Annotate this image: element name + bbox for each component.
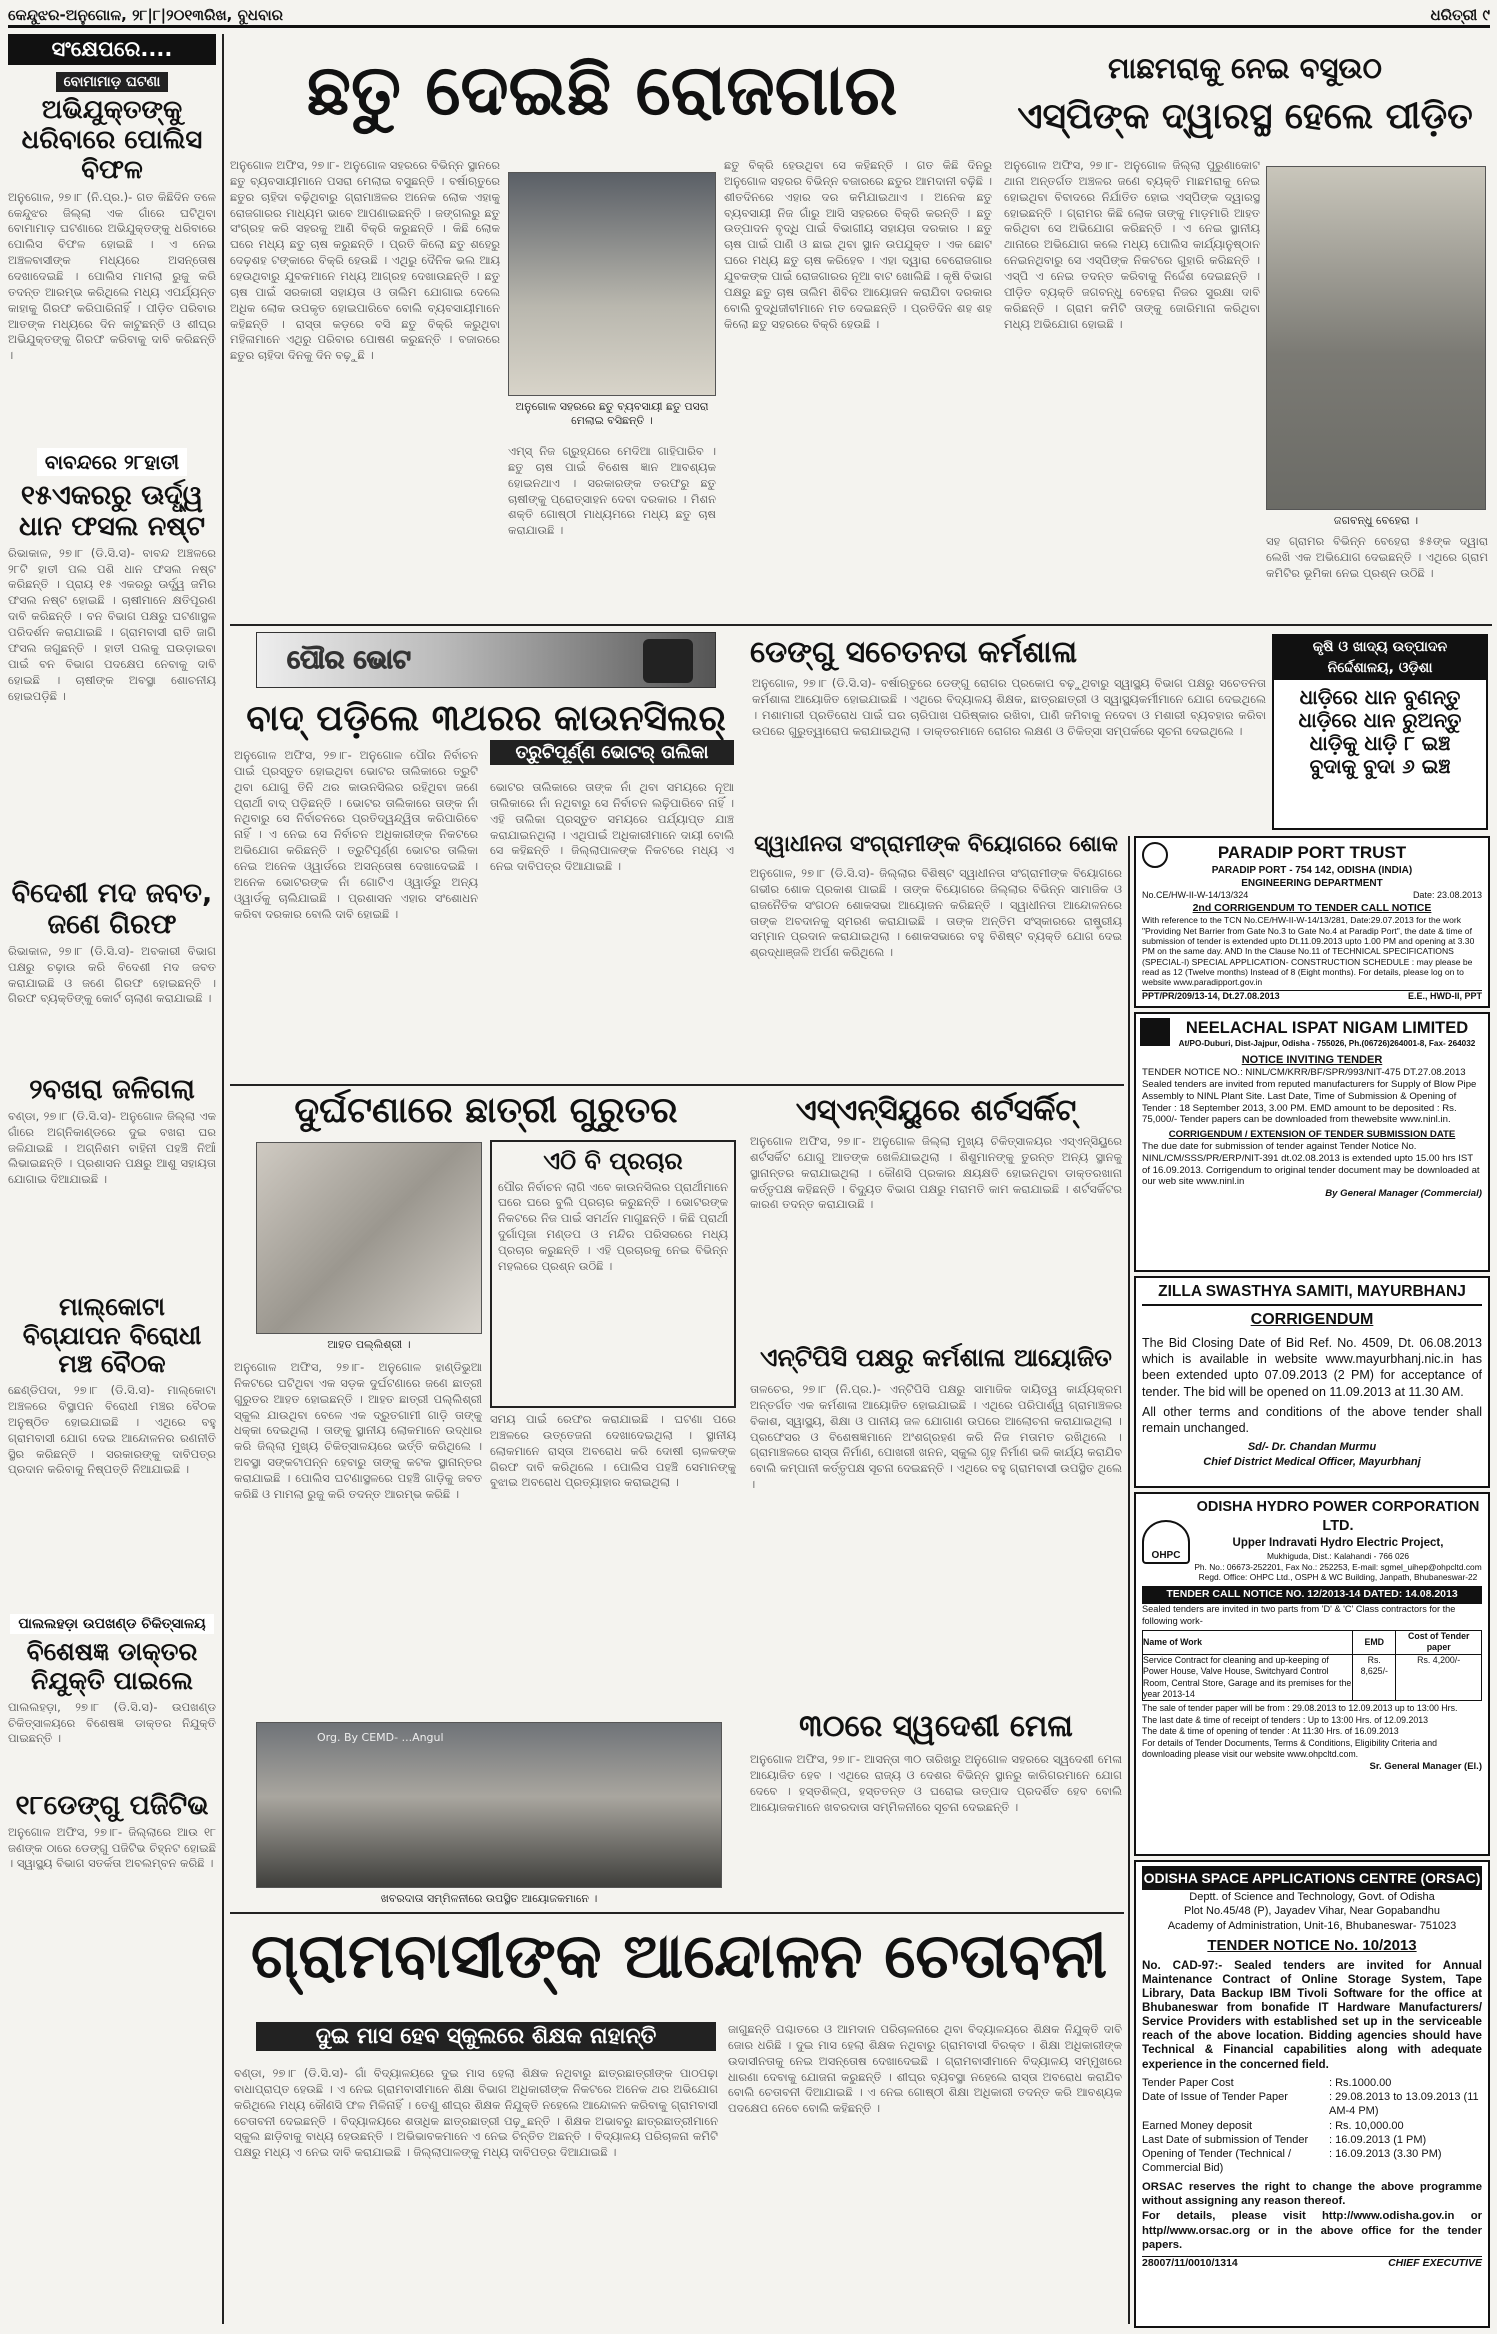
paradip-ref: No.CE/HW-II-W-14/13/324 — [1142, 890, 1249, 901]
accident-text-col2: ସମୟ ପାଇଁ ରେଫର କରାଯାଇଛି । ଘଟଣା ପରେ ଅଞ୍ଚଳରେ ଉତ୍ତେଜନା ଦେଖାଦେଇଥିଲା । ସ୍ଥାନୀୟ ଲୋକମାନେ ରାସ୍ତା ଅବରୋଧ କରି ଦୋଷୀ ଚାଳକଙ୍କ ଗିରଫ ଦାବି କରିଥିଲେ । ପୋଲିସ ପହଞ୍ଚି ସେମାନଙ୍କୁ ବୁଝାଇ ଅବରୋଧ ପ୍ରତ୍ୟାହାର କରାଇଥିଲା । — [490, 1412, 736, 1490]
kicker-hospital: ପାଲଲହଡ଼ା ଉପଖଣ୍ଡ ଚିକିତ୍ସାଳୟ — [10, 1614, 213, 1634]
lead-text-col1: ଅନୁଗୋଳ ଅଫିସ, ୨୭।୮- ଅନୁଗୋଳ ସହରରେ ବିଭିନ୍ନ ସ୍ଥାନରେ ଛତୁ ବ୍ୟବସାୟୀମାନେ ପସରା ମେଲାଇ ବସୁଛନ୍ତି । ବର୍ଷାଋତୁରେ ଛତୁର ଚାହିଦା ବଢ଼ିଥିବାରୁ ଗ୍ରାମାଞ୍ଚଳର ଅନେକ ଲୋକ ଏହାକୁ ରୋଜଗାରର ମାଧ୍ୟମ ଭାବେ ଆପଣାଇଛନ୍ତି । ଜଙ୍ଗଲରୁ ଛତୁ ସଂଗ୍ରହ କରି ସହରକୁ ଆଣି ବିକ୍ରି କରୁଛନ୍ତି । କିଛି ଲୋକ ଘରେ ମଧ୍ୟ ଛତୁ ଚାଷ କରୁଛନ୍ତି । ପ୍ରତି କିଲୋ ଛତୁ ଶହେରୁ ଦେଢ଼ଶହ ଟଙ୍କାରେ ବିକ୍ରି ହେଉଛି । ଏଥିରୁ ଦୈନିକ ଭଲ ଆୟ ହେଉଥିବାରୁ ଯୁବକମାନେ ମଧ୍ୟ ଆଗ୍ରହ ଦେଖାଉଛନ୍ତି । ଛତୁ ଚାଷ ପାଇଁ ସରକାରୀ ସହାୟତା ଓ ତାଲିମ ଯୋଗାଇ ଦେଲେ ଅଧିକ ଲୋକ ଉପକୃତ ହୋଇପାରିବେ ବୋଲି ବ୍ୟବସାୟୀମାନେ କହିଛନ୍ତି । ରାସ୍ତା କଡ଼ରେ ବସି ଛତୁ ବିକ୍ରି କରୁଥିବା ମହିଳାମାନେ ଏଥିରୁ ପରିବାର ପୋଷଣ କରୁଛନ୍ତି । ବଜାରରେ ଛତୁର ଚାହିଦା ଦିନକୁ ଦିନ ବଢ଼ୁଛି । — [230, 158, 500, 363]
orsac-row-2 — [1142, 2119, 1482, 2133]
agri-advisory-box — [1272, 634, 1488, 830]
campaign-box-text: ପୌର ନିର୍ବାଚନ ଲାଗି ଏବେ କାଉନସିଲର ପ୍ରାର୍ଥୀମାନେ ଘରେ ଘରେ ବୁଲି ପ୍ରଚାର କରୁଛନ୍ତି । ଭୋଟରଙ୍କ ନିକଟରେ ନିଜ ପାଇଁ ସମର୍ଥନ ମାଗୁଛନ୍ତି । କିଛି ପ୍ରାର୍ଥୀ ଦୁର୍ଗାପୂଜା ମଣ୍ଡପ ଓ ମନ୍ଦିର ପରିସରରେ ମଧ୍ୟ ପ୍ରଚାର କରୁଛନ୍ତି । ଏହି ପ୍ରଚାରକୁ ନେଇ ବିଭିନ୍ନ ମହଲରେ ପ୍ରଶ୍ନ ଉଠିଛି । — [498, 1179, 728, 1273]
ohpc-line1: The sale of tender paper will be from : 29.08.2013 to 12.09.2013 up to 13:00 Hrs. — [1142, 1703, 1458, 1714]
paradip-foot-right: E.E., HWD-II, PPT — [1407, 990, 1482, 1001]
poll-banner — [256, 632, 716, 688]
ohpc-logo-text: OHPC — [1151, 1550, 1181, 1561]
zilla-body: The Bid Closing Date of Bid Ref. No. 4509, Dt. 06.08.2013 which is available in website www.mayurbhanj.nic.in has been extended upto 07.09.2013 (2 PM) for acceptance of tender. The bid will be opened on 11.09.2013 at 11.30 AM. — [1142, 1335, 1482, 1399]
ad-zilla-swasthya — [1134, 1276, 1490, 1488]
ohpc-addr2: Ph. No.: 06673-252201, Fax No.: 252253, E-mail: sgmel_uihep@ohpcltd.com — [1194, 1561, 1482, 1572]
zilla-body2: All other terms and conditions of the above tender shall remain unchanged. — [1142, 1404, 1482, 1436]
orsac-row-4 — [1142, 2147, 1482, 2176]
orsac-reserve: ORSAC reserves the right to change the above programme without assigning any reason thereof. — [1142, 2180, 1482, 2208]
dengue-text: ଅନୁଗୋଳ, ୨୭।୮ (ଡି.ସି.ସ)- ବର୍ଷାଋତୁରେ ଡେଙ୍ଗୁ ରୋଗର ପ୍ରକୋପ ବଢ଼ୁଥିବାରୁ ସ୍ୱାସ୍ଥ୍ୟ ବିଭାଗ ପକ୍ଷରୁ ସଚେତନତା କର୍ମଶାଳା ଆୟୋଜିତ ହୋଇଯାଇଛି । ଏଥିରେ ବିଦ୍ୟାଳୟ ଶିକ୍ଷକ, ଛାତ୍ରଛାତ୍ରୀ ଓ ସ୍ୱାସ୍ଥ୍ୟକର୍ମୀମାନେ ଯୋଗ ଦେଇଥିଲେ । ମଶାମାରୀ ପ୍ରତିରୋଧ ପାଇଁ ଘର ଚାରିପାଖ ପରିଷ୍କାର ରଖିବା, ପାଣି ଜମିବାକୁ ନଦେବା ଓ ମଶାରୀ ବ୍ୟବହାର କରିବା ଉପରେ ଗୁରୁତ୍ୱାରୋପ କରାଯାଇଥିଲା । ଡାକ୍ତରମାନେ ରୋଗର ଲକ୍ଷଣ ଓ ଚିକିତ୍ସା ସମ୍ପର୍କରେ ସୂଚନା ଦେଇଥିଲେ । — [752, 676, 1266, 738]
orsac-foot-right: CHIEF EXECUTIVE — [1388, 2257, 1482, 2270]
bottom-headline: ଗ୍ରାମବାସୀଙ୍କ ଆନ୍ଦୋଳନ ଚେତାବନୀ — [250, 1919, 1108, 1992]
orsac-notice: TENDER NOTICE No. 10/2013 — [1207, 1937, 1417, 1955]
ohpc-line4: For details of Tender Documents, Terms & Conditions, Eligibility Criteria and downloading please visit our website www.ohpcltd.com. — [1142, 1737, 1437, 1760]
headline-malkota: ମାଲ୍କୋଟା ବିଗ୍ଯାପନ ବିରୋଧୀ ମଞ୍ଚ ବୈଠକ — [22, 1291, 202, 1379]
right-headline: ଏସ୍‌ପିଙ୍କ ଦ୍ୱାରସ୍ଥ ହେଲେ ପୀଡ଼ିତ — [1017, 96, 1473, 137]
dengue-headline: ଡେଙ୍ଗୁ ସଚେତନତା କର୍ମଶାଳା — [750, 635, 1078, 670]
council-kicker: ତ୍ରୁଟିପୂର୍ଣ୍ଣ ଭୋଟର୍ ତାଲିକା — [490, 740, 734, 765]
headline-doctor: ବିଶେଷଜ୍ଞ ଡାକ୍ତର ନିଯୁକ୍ତି ପାଇଲେ — [26, 1637, 198, 1695]
orsac-row-value: : 16.09.2013 (1 PM) — [1329, 2133, 1427, 2146]
swadeshi-text: ଅନୁଗୋଳ ଅଫିସ, ୨୭।୮- ଆସନ୍ତା ୩୦ ତାରିଖରୁ ଅନୁଗୋଳ ସହରରେ ସ୍ୱଦେଶୀ ମେଳା ଆୟୋଜିତ ହେବ । ଏଥିରେ ରାଜ୍ୟ ଓ ଦେଶର ବିଭିନ୍ନ ସ୍ଥାନରୁ କାରିଗରମାନେ ଯୋଗ ଦେବେ । ହସ୍ତଶିଳ୍ପ, ହସ୍ତତନ୍ତ ଓ ଘରୋଇ ଉତ୍ପାଦ ପ୍ରଦର୍ଶିତ ହେବ ବୋଲି ଆୟୋଜକମାନେ ଖବରଦାତା ସମ୍ମିଳନୀରେ ସୂଚନା ଦେଇଛନ୍ତି । — [750, 1752, 1122, 1814]
right-kicker: ମାଛମରାକୁ ନେଇ ବସୁଉଠ — [1108, 51, 1382, 85]
article-text: ବଣ୍ଡା, ୨୭।୮ (ଡି.ସି.ସ)- ଅନୁଗୋଳ ଜିଲ୍ଲା ଏକ ଗାଁରେ ଅଗ୍ନିକାଣ୍ଡରେ ଦୁଇ ବଖରା ଘର ଜଳିଯାଇଛି । ଅଗ୍ନିଶମ ବାହିନୀ ପହଞ୍ଚି ନିଆଁ ଲିଭାଇଛନ୍ତି । ପ୍ରଶାସନ ପକ୍ଷରୁ ଆଶୁ ସହାୟତା ଯୋଗାଇ ଦିଆଯାଇଛି । — [8, 1108, 216, 1187]
masthead-date: କେନ୍ଦୁଝର-ଅନୁଗୋଳ, ୨୮|୮|୨୦୧୩ରିଖ, ବୁଧବାର — [8, 5, 284, 24]
accident-photo-caption: ଆହତ ପଲ୍ଲିଶ୍ରୀ । — [327, 1338, 411, 1351]
ohpc-work: Service Contract for cleaning and up-keeping of Power House, Valve House, Switchyard Control Room, Central Store, Garage and its premises for the year 2013-14 — [1143, 1654, 1352, 1700]
ntpc-text: ତାଳଚେର, ୨୭।୮ (ନି.ପ୍ର.)- ଏନ୍‌ଟିପିସି ପକ୍ଷରୁ ସାମାଜିକ ଦାୟିତ୍ୱ କାର୍ଯ୍ୟକ୍ରମ ଅନ୍ତର୍ଗତ ଏକ କର୍ମଶାଳା ଆୟୋଜିତ ହୋଇଯାଇଛି । ଏଥିରେ ପରିପାର୍ଶ୍ୱ ଗ୍ରାମାଞ୍ଚଳର ବିକାଶ, ସ୍ୱାସ୍ଥ୍ୟ, ଶିକ୍ଷା ଓ ପାନୀୟ ଜଳ ଯୋଗାଣ ଉପରେ ଆଲୋଚନା କରାଯାଇଥିଲା । ପ୍ରଫେସର ଓ ବିଶେଷଜ୍ଞମାନେ ଅଂଶଗ୍ରହଣ କରି ନିଜ ମତାମତ ରଖିଥିଲେ । ଗ୍ରାମାଞ୍ଚଳରେ ରାସ୍ତା ନିର୍ମାଣ, ପୋଖରୀ ଖନନ, ସ୍କୁଲ ଗୃହ ନିର୍ମାଣ ଭଳି କାର୍ଯ୍ୟ କରାଯିବ ବୋଲି କମ୍ପାନୀ କର୍ତ୍ତୃପକ୍ଷ ସୂଚନା ଦେଇଛନ୍ତି । ଏଥିରେ ବହୁ ଗ୍ରାମବାସୀ ଉପସ୍ଥିତ ଥିଲେ । — [750, 1382, 1122, 1492]
ohpc-cost: Rs. 4,200/- — [1396, 1654, 1482, 1701]
orsac-row-label: Last Date of submission of Tender — [1142, 2133, 1309, 2146]
neelachal-title: NEELACHAL ISPAT NIGAM LIMITED — [1185, 1019, 1469, 1037]
agri-line-1: କୃଷି ଓ ଖାଦ୍ୟ ଉତ୍ପାଦନ — [1274, 636, 1486, 658]
paradip-foot-left: PPT/PR/209/13-14, Dt.27.08.2013 — [1142, 990, 1280, 1001]
orsac-a1: Deptt. of Science and Technology, Govt. of Odisha — [1189, 1891, 1435, 1904]
right-text-col2: ସହ ଗ୍ରାମର ବିଭିନ୍ନ ବେହେରା ୫୫ଙ୍କ ଦ୍ୱାରା ଲେଖି ଏକ ଅଭିଯୋଗ ଦେଇଛନ୍ତି । ଏଥିରେ ଗ୍ରାମ କମିଟିର ଭୂମିକା ନେଇ ପ୍ରଶ୍ନ ଉଠିଛି । — [1266, 534, 1488, 580]
article-text: ପାଲଲହଡ଼ା, ୨୭।୮ (ଡି.ସି.ସ)- ଉପଖଣ୍ଡ ଚିକିତ୍ସାଳୟରେ ବିଶେଷଜ୍ଞ ଡାକ୍ତର ନିଯୁକ୍ତି ପାଇଛନ୍ତି । — [8, 1699, 216, 1746]
bottom-kicker: ଦୁଇ ମାସ ହେବ ସ୍କୁଲରେ ଶିକ୍ଷକ ନାହାନ୍ତି — [256, 2022, 716, 2051]
ohpc-line3: The date & time of opening of tender : At 11:30 Hrs. of 16.09.2013 — [1142, 1726, 1399, 1737]
orsac-foot-left: 28007/11/0010/1314 — [1142, 2257, 1238, 2270]
orsac-row-label: Earned Money deposit — [1142, 2119, 1253, 2132]
neelachal-body: TENDER NOTICE NO.: NINL/CM/KRR/BF/SPR/993/NIT-475 DT.27.08.2013 Sealed tenders are invited from reputed manufacturers for Supply of Blow Pipe Assembly to NINL Plant Site. Last Date, Time of Submission & Opening of Tender : 18 September 2013, 3.00 PM. EMD amount to be deposited : Rs. 75,000/- Tender papers can be downloaded from thewebsite www.ninl.in. — [1142, 1067, 1477, 1126]
sncu-headline: ଏସ୍‌ଏନ୍‌ସିୟୁରେ ଶର୍ଟସର୍କିଟ୍ — [795, 1093, 1077, 1128]
headline-fire: ୨ବଖରା ଜଳିଗଲା — [29, 1073, 195, 1105]
meeting-photo — [256, 1722, 722, 1888]
orsac-row-3 — [1142, 2133, 1482, 2147]
neelachal-sign: By General Manager (Commercial) — [1325, 1188, 1482, 1200]
paradip-title: PARADIP PORT TRUST — [1217, 843, 1407, 862]
ohpc-addr3: Regd. Office: OHPC Ltd., OSPH & WC Building, Janpath, Bhubaneswar-22 — [1198, 1572, 1478, 1583]
ohpc-emd: Rs. 8,625/- — [1353, 1654, 1396, 1701]
freedom-headline: ସ୍ୱାଧୀନତା ସଂଗ୍ରାମୀଙ୍କ ବିୟୋଗରେ ଶୋକ — [754, 832, 1118, 857]
orsac-row-label: Opening of Tender (Technical / Commercial Bid) — [1142, 2148, 1291, 2175]
lead-photo-caption: ଅନୁଗୋଳ ସହରରେ ଛତୁ ବ୍ୟବସାୟୀ ଛତୁ ପସରା ମେଲାଇ ବସିଛନ୍ତି । — [515, 400, 709, 427]
neelachal-notice: NOTICE INVITING TENDER — [1241, 1054, 1383, 1067]
accident-text-col1: ଅନୁଗୋଳ ଅଫିସ, ୨୭।୮- ଅନୁଗୋଳ ହାଣ୍ଡିଭୁଆ ନିକଟରେ ଘଟିଥିବା ଏକ ସଡ଼କ ଦୁର୍ଘଟଣାରେ ଜଣେ ଛାତ୍ରୀ ଗୁରୁତର ଆହତ ହୋଇଛନ୍ତି । ଆହତ ଛାତ୍ରୀ ପଲ୍ଲିଶ୍ରୀ ସ୍କୁଲ ଯାଉଥିବା ବେଳେ ଏକ ଦ୍ରୁତଗାମୀ ଗାଡ଼ି ତାଙ୍କୁ ଧକ୍କା ଦେଇଥିଲା । ତାଙ୍କୁ ସ୍ଥାନୀୟ ଲୋକମାନେ ଉଦ୍ଧାର କରି ଜିଲ୍ଲା ମୁଖ୍ୟ ଚିକିତ୍ସାଳୟରେ ଭର୍ତ୍ତି କରିଥିଲେ । ଅବସ୍ଥା ସଙ୍କଟାପନ୍ନ ହେବାରୁ ତାଙ୍କୁ କଟକ ସ୍ଥାନାନ୍ତର କରାଯାଇଛି । ପୋଲିସ ଘଟଣାସ୍ଥଳରେ ପହଞ୍ଚି ଗାଡ଼ିକୁ ଜବତ କରିଛି ଓ ମାମଲା ରୁଜୁ କରି ତଦନ୍ତ ଆରମ୍ଭ କରିଛି । — [234, 1360, 482, 1501]
left-column — [8, 34, 216, 2324]
masthead-page-number: ଧରିତ୍ରୀ ୯ — [1430, 5, 1490, 24]
bottom-text-col1: ବଣ୍ଡା, ୨୭।୮ (ଡି.ସି.ସ)- ଗାଁ ବିଦ୍ୟାଳୟରେ ଦୁଇ ମାସ ହେଲା ଶିକ୍ଷକ ନଥିବାରୁ ଛାତ୍ରଛାତ୍ରୀଙ୍କ ପାଠପଢ଼ା ବାଧାପ୍ରାପ୍ତ ହେଉଛି । ଏ ନେଇ ଗ୍ରାମବାସୀମାନେ ଶିକ୍ଷା ବିଭାଗ ଅଧିକାରୀଙ୍କ ନିକଟରେ ଅନେକ ଥର ଅଭିଯୋଗ କରିଥିଲେ ମଧ୍ୟ କୌଣସି ଫଳ ମିଳିନାହିଁ । ତେଣୁ ଶୀଘ୍ର ଶିକ୍ଷକ ନିଯୁକ୍ତି ନହେଲେ ଆନ୍ଦୋଳନ କରିବାକୁ ଗ୍ରାମବାସୀ ଚେତାବନୀ ଦେଇଛନ୍ତି । ବିଦ୍ୟାଳୟରେ ଶତାଧିକ ଛାତ୍ରଛାତ୍ରୀ ପଢ଼ୁଛନ୍ତି । ଶିକ୍ଷକ ଅଭାବରୁ ଛାତ୍ରଛାତ୍ରୀମାନେ ସ୍କୁଲ ଛାଡ଼ିବାକୁ ବାଧ୍ୟ ହେଉଛନ୍ତି । ଅଭିଭାବକମାନେ ଏ ନେଇ ଚିନ୍ତିତ ଅଛନ୍ତି । ବିଦ୍ୟାଳୟ ପରିଚାଳନା କମିଟି ପକ୍ଷରୁ ମଧ୍ୟ ଏ ନେଇ ଦାବି କରାଯାଇଛି । ଜିଲ୍ଲାପାଳଙ୍କୁ ମଧ୍ୟ ଦାବିପତ୍ର ଦିଆଯାଇଛି । — [234, 2066, 718, 2160]
ad-ohpc — [1134, 1492, 1490, 1856]
ohpc-intro: Sealed tenders are invited in two parts from 'D' & 'C' Class contractors for the following work- — [1142, 1604, 1456, 1626]
ntpc-headline: ଏନ୍‌ଟିପିସି ପକ୍ଷରୁ କର୍ମଶାଳା ଆୟୋଜିତ — [760, 1343, 1112, 1372]
paradip-date: Date: 23.08.2013 — [1412, 890, 1482, 901]
zilla-title: ZILLA SWASTHYA SAMITI, MAYURBHANJ — [1142, 1282, 1482, 1306]
zilla-sign1: Sd/- Dr. Chandan Murmu — [1247, 1441, 1377, 1454]
agri-line-3: ଧାଡ଼ିରେ ଧାନ ବୁଣନ୍ତୁ — [1299, 685, 1461, 709]
ohpc-logo-icon — [1142, 1520, 1190, 1564]
orsac-row-0 — [1142, 2076, 1482, 2090]
sncu-text: ଅନୁଗୋଳ ଅଫିସ, ୨୭।୮- ଅନୁଗୋଳ ଜିଲ୍ଲା ମୁଖ୍ୟ ଚିକିତ୍ସାଳୟର ଏସ୍‌ଏନ୍‌ସିୟୁରେ ଶର୍ଟସର୍କିଟ ଯୋଗୁ ଆତଙ୍କ ଖେଳିଯାଇଥିଲା । ଶିଶୁମାନଙ୍କୁ ତୁରନ୍ତ ଅନ୍ୟ ସ୍ଥାନକୁ ସ୍ଥାନାନ୍ତର କରାଯାଇଥିଲା । କୌଣସି ପ୍ରକାର କ୍ଷୟକ୍ଷତି ହୋଇନଥିବା ଡାକ୍ତରଖାନା କର୍ତ୍ତୃପକ୍ଷ କହିଛନ୍ତି । ବିଦ୍ୟୁତ ବିଭାଗ ପକ୍ଷରୁ ମରାମତି କାମ କରାଯାଇଛି । ଶର୍ଟସର୍କିଟର କାରଣ ତଦନ୍ତ କରାଯାଉଛି । — [750, 1134, 1122, 1212]
agri-line-2: ନିର୍ଦ୍ଦେଶାଳୟ, ଓଡ଼ିଶା — [1274, 658, 1486, 680]
article-text: ଛେଣ୍ଡିପଦା, ୨୭।୮ (ଡି.ସି.ସ)- ମାଲ୍କୋଟା ଅଞ୍ଚଳରେ ବିସ୍ଥାପନ ବିରୋଧୀ ମଞ୍ଚର ବୈଠକ ଅନୁଷ୍ଠିତ ହୋଇଯାଇଛି । ଏଥିରେ ବହୁ ଗ୍ରାମବାସୀ ଯୋଗ ଦେଇ ଆନ୍ଦୋଳନର ରଣନୀତି ସ୍ଥିର କରିଛନ୍ତି । ସରକାରଙ୍କୁ ଦାବିପତ୍ର ପ୍ରଦାନ କରିବାକୁ ନିଷ୍ପତ୍ତି ନିଆଯାଇଛି । — [8, 1383, 216, 1477]
section-label: ସଂକ୍ଷେପରେ.... — [8, 34, 216, 65]
masthead — [8, 4, 1490, 28]
orsac-row-value: : Rs. 10,000.00 — [1329, 2119, 1404, 2132]
campaign-box — [490, 1140, 736, 1408]
meeting-banner-text: Org. By CEMD- ...Angul — [317, 1731, 444, 1744]
agri-line-6: ବୁଦାକୁ ବୁଦା ୬ ଇଞ୍ଚ — [1309, 754, 1451, 778]
orsac-a3: Academy of Administration, Unit-16, Bhubaneswar- 751023 — [1167, 1919, 1457, 1932]
ohpc-addr1: Mukhiguda, Dist.: Kalahandi - 766 026 — [1267, 1550, 1409, 1561]
ad-neelachal — [1134, 1012, 1490, 1272]
paradip-logo-icon — [1142, 842, 1168, 868]
kicker-bomb: ବୋମାମାଡ଼ ଘଟଣା — [56, 72, 169, 92]
ohpc-callno: TENDER CALL NOTICE NO. 12/2013-14 DATED: 14.08.2013 — [1142, 1586, 1482, 1604]
orsac-title: ODISHA SPACE APPLICATIONS CENTRE (ORSAC) — [1142, 1866, 1482, 1890]
ohpc-col-work: Name of Work — [1143, 1630, 1353, 1654]
agri-line-5: ଧାଡ଼ିକୁ ଧାଡ଼ି ୮ ଇଞ୍ଚ — [1309, 731, 1451, 755]
article-text: ରିଭାକାଳ, ୨୭।୮ (ଡି.ସି.ସ)- ଅବକାରୀ ବିଭାଗ ପକ୍ଷରୁ ଚଢ଼ାଉ କରି ବିଦେଶୀ ମଦ ଜବତ କରାଯାଇଛି ଓ ଜଣେ ଗିରଫ ହୋଇଛନ୍ତି । ଗିରଫ ବ୍ୟକ୍ତିଙ୍କୁ କୋର୍ଟ ଚାଲାଣ କରାଯାଇଛି । — [8, 943, 216, 1006]
council-headline: ବାଦ୍ ପଡ଼ିଲେ ୩ଥରର କାଉନସିଲର୍ — [246, 698, 726, 739]
ad-orsac — [1134, 1860, 1490, 2328]
orsac-row-label: Tender Paper Cost — [1142, 2076, 1234, 2089]
agri-line-4: ଧାଡ଼ିରେ ଧାନ ରୁଅନ୍ତୁ — [1298, 708, 1462, 732]
swadeshi-headline: ୩୦ରେ ସ୍ୱଦେଶୀ ମେଳା — [799, 1709, 1073, 1744]
victim-photo — [1266, 166, 1486, 510]
paradip-body: With reference to the TCN No.CE/HW-II-W-14/13/281, Date:29.07.2013 for the work "Providing Net Barrier from Gate No.3 to Gate No.4 at Paradip Port", the date & time of submission of tender is extended upto Dt.11.09.2013 upto 1.00 PM and opening at 3.30 PM on the same day. AND In the Clause No.11 of TECHNICAL SPECIFICATIONS (SPECIAL-I) SPECIAL APPLICATION- CONSTRUCTION SCHEDULE : may please be read as 12 (Twelve months) Instead of 8 (Eight months). For details, please log on to website www.paradipport.gov.in — [1142, 915, 1475, 988]
ohpc-line2: The last date & time of receipt of tenders : Up to 13:00 Hrs. of 12.09.2013 — [1142, 1714, 1429, 1725]
ohpc-sign: Sr. General Manager (El.) — [1369, 1760, 1482, 1772]
accident-headline: ଦୁର୍ଘଟଣାରେ ଛାତ୍ରୀ ଗୁରୁତର — [294, 1090, 678, 1131]
bottom-text-col2: ଜାଗୁଛନ୍ତି ପଶ୍ଚାତରେ ଓ ଆମଦାନ ପରିଚାଳନାରେ ଥିବା ବିଦ୍ୟାଳୟରେ ଶିକ୍ଷକ ନିଯୁକ୍ତି ଦାବି ଜୋର ଧରିଛି । ଦୁଇ ମାସ ହେଲା ଶିକ୍ଷକ ନଥିବାରୁ ଗ୍ରାମବାସୀ ବିରକ୍ତ । ଶିକ୍ଷା ଅଧିକାରୀଙ୍କ ଉଦାସୀନତାକୁ ନେଇ ଅସନ୍ତୋଷ ଦେଖାଦେଇଛି । ଗ୍ରାମବାସୀମାନେ ବିଦ୍ୟାଳୟ ସମ୍ମୁଖରେ ଧାରଣା ଦେବାକୁ ଯୋଜନା କରୁଛନ୍ତି । ଶୀଘ୍ର ବ୍ୟବସ୍ଥା ନହେଲେ ରାସ୍ତା ଅବରୋଧ କରାଯିବ ବୋଲି ଚେତାବନୀ ଦିଆଯାଇଛି । ଏ ନେଇ ଗୋଷ୍ଠୀ ଶିକ୍ଷା ଅଧିକାରୀ ତଦନ୍ତ କରି ଆବଶ୍ୟକ ପଦକ୍ଷେପ ନେବେ ବୋଲି କହିଛନ୍ତି । — [728, 2022, 1122, 2116]
lead-headline: ଛତୁ ଦେଇଛି ରୋଜଗାର — [306, 49, 898, 131]
freedom-text: ଅନୁଗୋଳ, ୨୭।୮ (ଡି.ସି.ସ)- ଜିଲ୍ଲାର ବିଶିଷ୍ଟ ସ୍ୱାଧୀନତା ସଂଗ୍ରାମୀଙ୍କ ବିୟୋଗରେ ଗଭୀର ଶୋକ ପ୍ରକାଶ ପାଇଛି । ତାଙ୍କ ବିୟୋଗରେ ଜିଲ୍ଲାର ବିଭିନ୍ନ ସାମାଜିକ ଓ ରାଜନୈତିକ ସଂଗଠନ ଶୋକସଭା ଆୟୋଜନ କରିଛନ୍ତି । ସ୍ୱାଧୀନତା ଆନ୍ଦୋଳନରେ ତାଙ୍କ ଅବଦାନକୁ ସ୍ମରଣ କରାଯାଇଛି । ତାଙ୍କ ଅନ୍ତିମ ସଂସ୍କାରରେ ରାଷ୍ଟ୍ରୀୟ ସମ୍ମାନ ପ୍ରଦାନ କରାଯାଇଥିଲା । ଶୋକସଭାରେ ବହୁ ବିଶିଷ୍ଟ ବ୍ୟକ୍ତି ଯୋଗ ଦେଇ ଶ୍ରଦ୍ଧାଞ୍ଜଳି ଅର୍ପଣ କରିଥିଲେ । — [750, 866, 1122, 960]
headline-dengue-positive: ୧୮ଡେଙ୍ଗୁ ପଜିଟିଭ — [15, 1789, 209, 1821]
lead-text-col2: ଏମ୍‌ସ୍ ନିଜ ଗ୍ରୁହ୍ଯରେ ମେଦିଆ ଗାହିପାରିବ । ଛତୁ ଚାଷ ପାଇଁ ବିଶେଷ ଜ୍ଞାନ ଆବଶ୍ୟକ ହୋଇନଥାଏ । ସରକାରଙ୍କ ତରଫରୁ ଛତୁ ଚାଷୀଙ୍କୁ ପ୍ରୋତ୍ସାହନ ଦେବା ଦରକାର । ମିଶନ ଶକ୍ତି ଗୋଷ୍ଠୀ ମାଧ୍ୟମରେ ମଧ୍ୟ ଛତୁ ଚାଷ କରାଯାଉଛି । — [508, 444, 716, 538]
poll-banner-text: ପୌର ଭୋଟ — [287, 645, 411, 675]
orsac-row-value: : Rs.1000.00 — [1329, 2076, 1392, 2089]
neelachal-corr-head: CORRIGENDUM / EXTENSION OF TENDER SUBMISSION DATE — [1168, 1128, 1456, 1140]
neelachal-address: At/PO-Duburi, Dist-Jajpur, Odisha - 755026, Ph.(06726)264001-8, Fax- 264032 — [1178, 1039, 1476, 1049]
accident-photo — [256, 1142, 482, 1334]
kicker-elephants: ବାବନ୍ଦରେ ୨୮ହାତୀ — [37, 448, 187, 476]
article-text: ରିଭାକାଳ, ୨୭।୮ (ଡି.ସି.ସ)- ବାବନ୍ଦ ଅଞ୍ଚଳରେ ୨୮ଟି ହାତୀ ପଲ ପଶି ଧାନ ଫସଲ ନଷ୍ଟ କରିଛନ୍ତି । ପ୍ରାୟ ୧୫ ଏକରରୁ ଊର୍ଦ୍ଧ୍ୱ ଜମିର ଫସଲ ନଷ୍ଟ ହୋଇଛି । ଚାଷୀମାନେ କ୍ଷତିପୂରଣ ଦାବି କରିଛନ୍ତି । ବନ ବିଭାଗ ପକ୍ଷରୁ ଘଟଣାସ୍ଥଳ ପରିଦର୍ଶନ କରାଯାଇଛି । ଗ୍ରାମବାସୀ ରାତି ଜାଗି ଫସଲ ଜଗୁଛନ୍ତି । ହାତୀ ପଲକୁ ଘଉଡ଼ାଇବା ପାଇଁ ବନ ବିଭାଗ ପଦକ୍ଷେପ ନେବାକୁ ଦାବି ହୋଇଛି । ଚାଷୀଙ୍କ ଅବସ୍ଥା ଶୋଚନୀୟ ହୋଇପଡ଼ିଛି । — [8, 545, 216, 703]
ohpc-col-cost: Cost of Tender paper — [1396, 1630, 1482, 1654]
paradip-sub: PARADIP PORT - 754 142, ODISHA (INDIA) — [1211, 865, 1413, 877]
ohpc-col-emd: EMD — [1353, 1630, 1396, 1654]
lead-photo — [508, 172, 716, 396]
ohpc-table — [1142, 1630, 1482, 1702]
orsac-row-1 — [1142, 2090, 1482, 2119]
orsac-body: No. CAD-97:- Sealed tenders are invited for Annual Maintenance Contract of Online Storage System, Tape Library, Data Backup IBM Tivoli Software for the office at Bhubaneswar from bonafide IT Hardware Manufacturers/ Service Providers with established set up in the serviceable reach of the above location. Bidding agencies should have Technical & Financial capabilities along with adequate experience in the concerned field. — [1142, 1958, 1482, 2071]
ad-paradip-port — [1134, 836, 1490, 1008]
neelachal-logo-icon — [1140, 1018, 1170, 1046]
victim-photo-caption: ଜଗବନ୍ଧୁ ବେହେରା । — [1333, 514, 1419, 527]
lead-text-col3: ଛତୁ ବିକ୍ରି ହେଉଥିବା ସେ କହିଛନ୍ତି । ଗତ କିଛି ଦିନରୁ ଅନୁଗୋଳ ସହରର ବିଭିନ୍ନ ବଜାରରେ ଛତୁର ଆମଦାନୀ ବଢ଼ିଛି । ଶୀତଦିନରେ ଏହାର ଦର କମିଯାଇଥାଏ । ଅନେକ ଛତୁ ବ୍ୟବସାୟୀ ନିଜ ଗାଁରୁ ଆସି ସହରରେ ବିକ୍ରି କରନ୍ତି । ଛତୁ ଉତ୍ପାଦନ ବୃଦ୍ଧି ପାଇଁ ବିଭାଗୀୟ ସହାୟତା ଦରକାର । ଛତୁ ଚାଷ ପାଇଁ ପାଣି ଓ ଛାଇ ଥିବା ସ୍ଥାନ ଉପଯୁକ୍ତ । ଏକ ଛୋଟ ଘରେ ମଧ୍ୟ ଛତୁ ଚାଷ କରିହେବ । ଏହା ଦ୍ୱାରା ବେରୋଜଗାର ଯୁବକଙ୍କ ପାଇଁ ରୋଜଗାରର ନୂଆ ବାଟ ଖୋଲିଛି । କୃଷି ବିଭାଗ ପକ୍ଷରୁ ଛତୁ ଚାଷ ତାଲିମ ଶିବିର ଆୟୋଜନ କରାଯିବା ଦରକାର ବୋଲି ବୁଦ୍ଧିଜୀବୀମାନେ ମତ ଦେଇଛନ୍ତି । ପ୍ରତିଦିନ ଶହ ଶହ କିଲୋ ଛତୁ ସହରରେ ବିକ୍ରି ହେଉଛି । — [724, 158, 992, 331]
orsac-row-value: : 16.09.2013 (3.30 PM) — [1329, 2148, 1442, 2161]
campaign-box-title: ଏଠି ବି ପ୍ରଚାର — [543, 1147, 683, 1175]
zilla-sign2: Chief District Medical Officer, Mayurbhanj — [1203, 1455, 1421, 1468]
headline-crop-loss: ୧୫ଏକରରୁ ଊର୍ଦ୍ଧ୍ୱ ଧାନ ଫସଲ ନଷ୍ଟ — [18, 479, 206, 542]
right-text-col1: ଅନୁଗୋଳ ଅଫିସ, ୨୭।୮- ଅନୁଗୋଳ ଜିଲ୍ଲା ପୁରୁଣାକୋଟ ଥାନା ଅନ୍ତର୍ଗତ ଅଞ୍ଚଳର ଜଣେ ବ୍ୟକ୍ତି ମାଛମରାକୁ ନେଇ ହୋଇଥିବା ବିବାଦରେ ନିର୍ଯାତିତ ହୋଇ ଏସ୍‌ପିଙ୍କ ଦ୍ୱାରସ୍ଥ ହୋଇଛନ୍ତି । ଗ୍ରାମର କିଛି ଲୋକ ତାଙ୍କୁ ମାଡ଼ମାରି ଆହତ କରିଥିବା ସେ ଅଭିଯୋଗ କରିଛନ୍ତି । ଏ ନେଇ ସ୍ଥାନୀୟ ଥାନାରେ ଅଭିଯୋଗ କଲେ ମଧ୍ୟ ପୋଲିସ କାର୍ଯ୍ୟାନୁଷ୍ଠାନ ନେଇନଥିବାରୁ ସେ ଏସ୍‌ପିଙ୍କ ନିକଟରେ ଗୁହାରି କରିଛନ୍ତି । ଏସ୍‌ପି ଏ ନେଇ ତଦନ୍ତ କରିବାକୁ ନିର୍ଦ୍ଦେଶ ଦେଇଛନ୍ତି । ପୀଡ଼ିତ ବ୍ୟକ୍ତି ଜଗବନ୍ଧୁ ବେହେରା ନିଜର ସୁରକ୍ଷା ଦାବି କରିଛନ୍ତି । ଗ୍ରାମ କମିଟି ତାଙ୍କୁ ଜୋରିମାନା କରିଥିବା ମଧ୍ୟ ଅଭିଯୋଗ ହୋଇଛି । — [1004, 158, 1260, 331]
zilla-heading: CORRIGENDUM — [1250, 1311, 1374, 1329]
council-text-col2: ଭୋଟର ତାଲିକାରେ ତାଙ୍କ ନାଁ ଥିବା ସମୟରେ ନୂଆ ତାଲିକାରେ ନାଁ ନଥିବାରୁ ସେ ନିର୍ବାଚନ ଲଢ଼ିପାରିବେ ନାହିଁ । ଏହି ତାଲିକା ପ୍ରସ୍ତୁତ ସମୟରେ ପର୍ଯ୍ୟାପ୍ତ ଯାଞ୍ଚ କରାଯାଇନଥିଲା । ଏଥିପାଇଁ ଅଧିକାରୀମାନେ ଦାୟୀ ବୋଲି ସେ କହିଛନ୍ତି । ଜିଲ୍ଲାପାଳଙ୍କ ନିକଟରେ ମଧ୍ୟ ଏ ନେଇ ଦାବିପତ୍ର ଦିଆଯାଇଛି । — [490, 780, 734, 874]
orsac-row-label: Date of Issue of Tender Paper — [1142, 2091, 1288, 2103]
ballot-box-icon — [643, 639, 693, 683]
council-text-col1: ଅନୁଗୋଳ ଅଫିସ, ୨୭।୮- ଅନୁଗୋଳ ପୌର ନିର୍ବାଚନ ପାଇଁ ପ୍ରସ୍ତୁତ ହୋଇଥିବା ଭୋଟର ତାଲିକାରେ ତ୍ରୁଟି ଥିବା ଯୋଗୁ ତିନି ଥର କାଉନସିଲର ରହିଥିବା ଜଣେ ପ୍ରାର୍ଥୀ ବାଦ୍ ପଡ଼ିଛନ୍ତି । ଭୋଟର ତାଲିକାରେ ତାଙ୍କ ନାଁ ନଥିବାରୁ ସେ ନିର୍ବାଚନରେ ପ୍ରତିଦ୍ୱନ୍ଦ୍ୱିତା କରିପାରିବେ ନାହିଁ । ଏ ନେଇ ସେ ନିର୍ବାଚନ ଅଧିକାରୀଙ୍କ ନିକଟରେ ଅଭିଯୋଗ କରିଛନ୍ତି । ତ୍ରୁଟିପୂର୍ଣ୍ଣ ଭୋଟର ତାଲିକା ନେଇ ଅନେକ ଓ୍ୱାର୍ଡରେ ଅସନ୍ତୋଷ ଦେଖାଦେଇଛି । ଅନେକ ଭୋଟରଙ୍କ ନାଁ ଗୋଟିଏ ଓ୍ୱାର୍ଡରୁ ଅନ୍ୟ ଓ୍ୱାର୍ଡକୁ ଚାଲିଯାଇଛି । ପ୍ରଶାସନ ଏହାର ସଂଶୋଧନ କରିବା ଦରକାର ବୋଲି ଦାବି ହୋଇଛି । — [234, 748, 478, 921]
paradip-dept: ENGINEERING DEPARTMENT — [1241, 878, 1383, 890]
ohpc-title: ODISHA HYDRO POWER CORPORATION LTD. — [1196, 1499, 1480, 1534]
headline-liquor: ବିଦେଶୀ ମଦ ଜବତ, ଜଣେ ଗିରଫ — [11, 877, 213, 940]
ohpc-project: Upper Indravati Hydro Electric Project, — [1232, 1536, 1444, 1549]
orsac-a2: Plot No.45/48 (P), Jayadev Vihar, Near Gopabandhu — [1183, 1905, 1440, 1918]
neelachal-corr-body: The due date for submission of tender against Tender Notice No. NINL/CM/SSS/PR/ERP/NIT-391 dt.02.08.2013 is extended upto 15.00 hrs IST of 16.09.2013. Corrigendum to original tender document may be downloaded at our web site www.ninl.in — [1142, 1141, 1480, 1188]
orsac-details: For details, please visit http://www.odisha.gov.in or http//www.orsac.org or in the above office for the tender papers. — [1142, 2210, 1482, 2252]
headline-police: ଅଭିଯୁକ୍ତଙ୍କୁ ଧରିବାରେ ପୋଲିସ ବିଫଳ — [21, 95, 203, 185]
article-text: ଅନୁଗୋଳ ଅଫିସ, ୨୭।୮- ଜିଲ୍ଲାରେ ଆଉ ୧୮ ଜଣଙ୍କ ଠାରେ ଡେଙ୍ଗୁ ପଜିଟିଭ ଚିହ୍ନଟ ହୋଇଛି । ସ୍ୱାସ୍ଥ୍ୟ ବିଭାଗ ସତର୍କତା ଅବଲମ୍ବନ କରିଛି । — [8, 1824, 216, 1871]
orsac-row-value: : 29.08.2013 to 13.09.2013 (11 AM-4 PM) — [1329, 2091, 1479, 2118]
article-text: ଅନୁଗୋଳ, ୨୭।୮ (ନି.ପ୍ର.)- ଗତ କିଛିଦିନ ତଳେ କେନ୍ଦୁଝର ଜିଲ୍ଲା ଏକ ଗାଁରେ ଘଟିଥିବା ବୋମାମାଡ଼ ଘଟଣାରେ ଅଭିଯୁକ୍ତଙ୍କୁ ଧରିବାରେ ପୋଲିସ ବିଫଳ ହୋଇଛି । ଏ ନେଇ ଅଞ୍ଚଳବାସୀଙ୍କ ମଧ୍ୟରେ ଅସନ୍ତୋଷ ଦେଖାଦେଇଛି । ପୋଲିସ ମାମଲା ରୁଜୁ କରି ତଦନ୍ତ ଆରମ୍ଭ କରିଥିଲେ ମଧ୍ୟ ଏପର୍ଯ୍ୟନ୍ତ କାହାକୁ ଗିରଫ କରିପାରିନାହିଁ । ପୀଡ଼ିତ ପରିବାର ଆତଙ୍କ ମଧ୍ୟରେ ଦିନ କାଟୁଛନ୍ତି ଓ ଶୀଘ୍ର ଅଭିଯୁକ୍ତଙ୍କୁ ଗିରଫ କରିବାକୁ ଦାବି କରିଛନ୍ତି । — [8, 189, 216, 363]
paradip-heading: 2nd CORRIGENDUM TO TENDER CALL NOTICE — [1192, 901, 1432, 914]
meeting-photo-caption: ଖବରଦାତା ସମ୍ମିଳନୀରେ ଉପସ୍ଥିତ ଆୟୋଜକମାନେ । — [380, 1892, 598, 1905]
